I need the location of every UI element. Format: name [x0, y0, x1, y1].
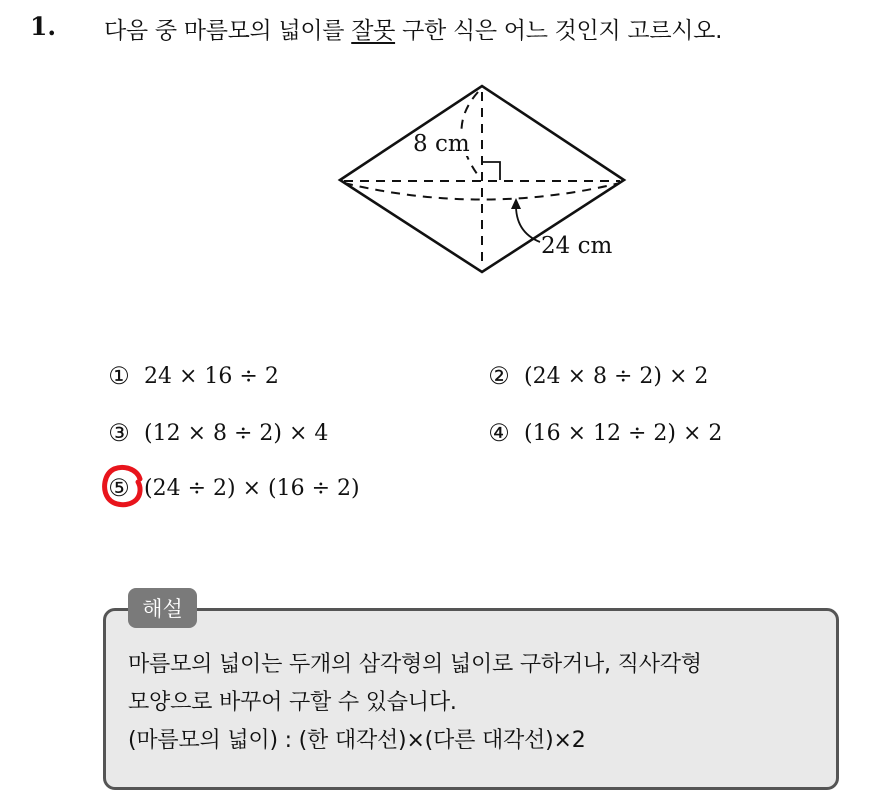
option-2-expr: (24 × 8 ÷ 2) × 2: [524, 363, 709, 389]
question-number: 1.: [30, 12, 57, 41]
question-text-after: 구한 식은 어느 것인지 고르시오.: [395, 18, 723, 44]
question-text-underlined: 잘못: [351, 18, 396, 44]
option-1-expr: 24 × 16 ÷ 2: [144, 363, 279, 389]
half-diagonal-label: 8 cm: [413, 131, 470, 157]
option-4-expr: (16 × 12 ÷ 2) × 2: [524, 420, 723, 446]
option-2[interactable]: [486, 362, 708, 390]
option-3-marker: ③: [108, 419, 130, 447]
option-5-expr: (24 ÷ 2) × (16 ÷ 2): [144, 475, 360, 501]
option-1[interactable]: [106, 362, 279, 390]
option-3[interactable]: [106, 419, 328, 447]
diagonal-label: 24 cm: [541, 233, 613, 259]
option-5-marker: ⑤: [108, 474, 130, 502]
explanation-tag: 해설: [128, 588, 197, 628]
explanation-line-1: 마름모의 넓이는 두개의 삼각형의 넓이로 구하거나, 직사각형: [128, 652, 702, 677]
option-2-marker: ②: [488, 362, 510, 390]
explanation-line-3: (마름모의 넓이) : (한 대각선)×(다른 대각선)×2: [128, 728, 586, 753]
option-4[interactable]: [486, 419, 722, 447]
question-text-before: 다음 중 마름모의 넓이를: [104, 18, 352, 44]
option-3-expr: (12 × 8 ÷ 2) × 4: [144, 420, 329, 446]
answer-circle-mark: [100, 463, 146, 509]
right-angle-mark: [482, 162, 500, 180]
option-4-marker: ④: [488, 419, 510, 447]
arrow-head-icon: [511, 198, 521, 209]
option-1-marker: ①: [108, 362, 130, 390]
explanation-line-2: 모양으로 바꾸어 구할 수 있습니다.: [128, 690, 457, 715]
